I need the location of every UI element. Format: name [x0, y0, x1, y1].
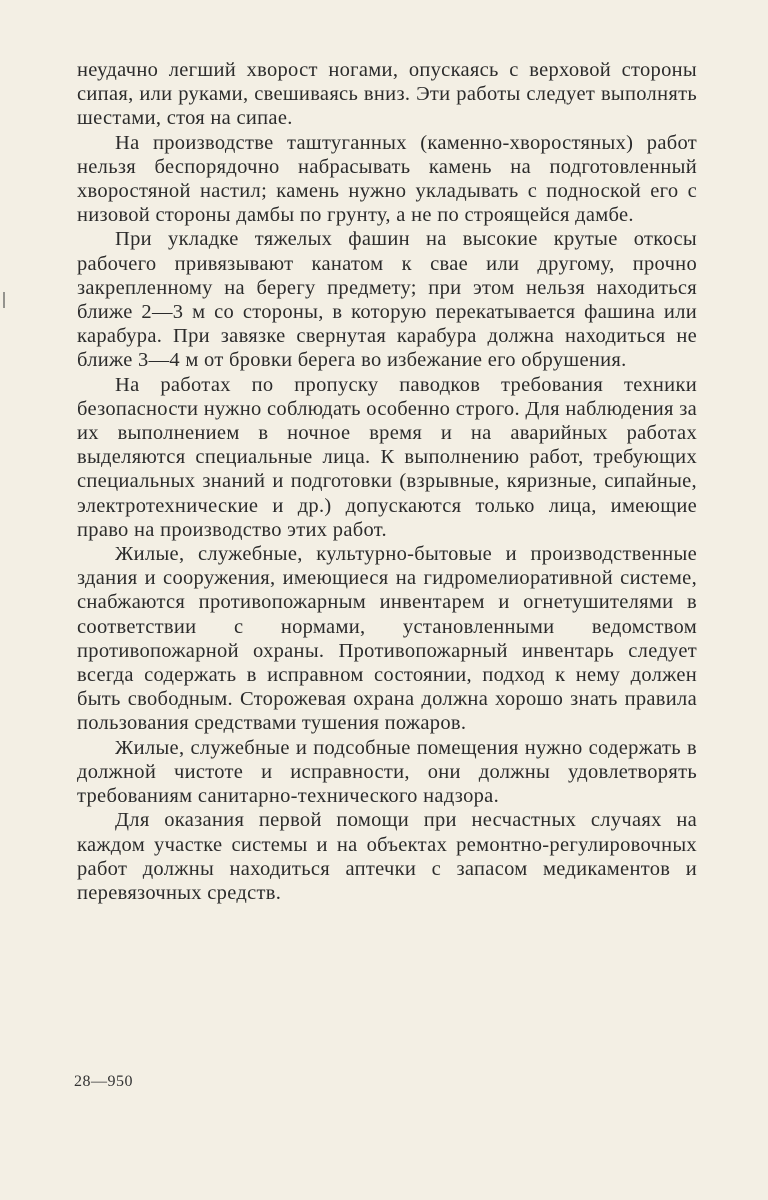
paragraph-4: На работах по пропуску паводков требования техники безопасности нужно соблюдать особенно строго. Для наблюдения за их выполнением в ночное время и на аварийных работах выделяются специальные лица. К выполнению работ, требующих специальных знаний и подготовки (взрывные, кяризные, сипайные, электротехнические и др.) допускаются только лица, имеющие право на производство этих работ. [77, 373, 697, 541]
margin-mark [3, 292, 5, 308]
paragraph-6: Жилые, служебные и подсобные помещения нужно содержать в должной чистоте и исправности, они должны удовлетворять требованиям санитарно-технического надзора. [77, 736, 697, 808]
paragraph-3: При укладке тяжелых фашин на высокие крутые откосы рабочего привязывают канатом к свае или другому, прочно закрепленному на берегу предмету; при этом нельзя находиться ближе 2—3 м со стороны, в которую перекатывается фашина или карабура. При завязке свернутая карабура должна находиться не ближе 3—4 м от бровки берега во избежание его обрушения. [77, 228, 697, 372]
body-text [77, 58, 697, 905]
paragraph-1: неудачно легший хворост ногами, опускаясь с верховой стороны сипая, или руками, свешиваясь вниз. Эти работы следует выполнять шестами, стоя на сипае. [77, 59, 697, 130]
paragraph-2: На производстве таштуганных (каменно-хворостяных) работ нельзя беспорядочно набрасывать камень на подготовленный хворостяной настил; камень нужно укладывать с подноской его с низовой стороны дамбы по грунту, а не по строящейся дамбе. [77, 131, 697, 227]
paragraph-7: Для оказания первой помощи при несчастных случаях на каждом участке системы и на объектах ремонтно-регулировочных работ должны находиться аптечки с запасом медикаментов и перевязочных средств. [77, 809, 697, 904]
printer-signature: 28—950 [74, 1073, 133, 1090]
paragraph-5: Жилые, служебные, культурно-бытовые и производственные здания и сооружения, имеющиеся на гидромелиоративной системе, снабжаются противопожарным инвентарем и огнетушителями в соответствии с нормами, установленными ведомством противопожарной охраны. Противопожарный инвентарь следует всегда содержать в исправном состоянии, подход к нему должен быть свободным. Сторожевая охрана должна хорошо знать правила пользования средствами тушения пожаров. [77, 543, 697, 735]
